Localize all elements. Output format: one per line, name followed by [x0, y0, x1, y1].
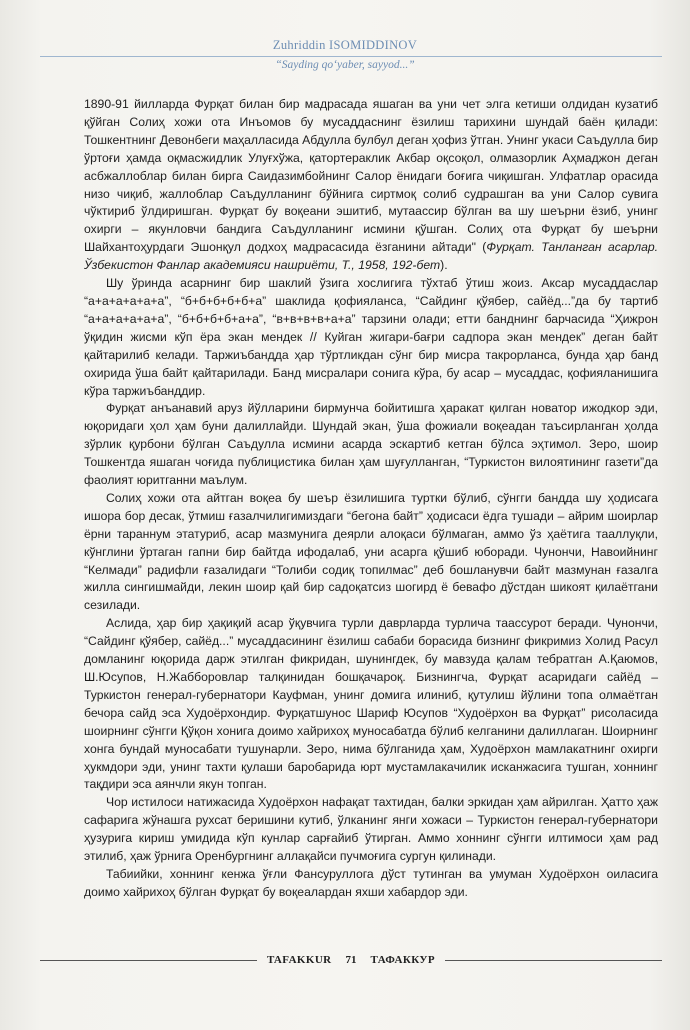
- paragraph-1-tail: ).: [440, 258, 448, 273]
- running-header: [0, 38, 690, 71]
- paragraph-3: Фурқат анъанавий аруз йўлларини бирмунча бойитишга ҳаракат қилган новатор ижодкор эди, юқоридаги ҳол ҳам буни далиллайди. Шундай экан, ўша фожиали воқеадан таъсирланган ҳолда зўрлик қурбони бўлган Саъдулла исмини асарда эскартиб кетган бўлса эҳтимол. Зеро, шоир Тошкентда яшаган чоғида публицистика билан ҳам шуғулланган, “Туркистон вилоятининг газети”да фаолият юритганни маълум.: [84, 401, 658, 488]
- footer-rule-left: [40, 960, 257, 961]
- citation-reference: Фурқат. Танланган асарлар. Ўзбекистон Фанлар академияси нашриёти, Т., 1958, 192-бет: [84, 240, 659, 273]
- header-rule: [40, 56, 662, 57]
- paragraph-6: Чор истилоси натижасида Худоёрхон нафақат тахтидан, балки эркидан ҳам айрилган. Ҳатто ҳаж сафарига жўнашга рухсат беришини кутиб, ўлканинг янги хожаси – Туркистон генерал-губернатори ҳузурига кириш умидида кўп кунлар сарғайиб ўтирган. Аммо хоннинг сўнгги илтимоси ҳам рад этилиб, ҳаж ўрнига Оренбургнинг аллақайси пучмоғига сургун қилинади.: [84, 795, 658, 864]
- article-body: [84, 96, 658, 902]
- header-subtitle: “Sayding qo‘yaber, sayyod...”: [275, 59, 415, 71]
- footer-label-latin: TAFAKKUR: [267, 954, 332, 966]
- paragraph-1-text: 1890-91 йилларда Фурқат билан бир мадрасада яшаган ва уни чет элга кетиши олдидан кузатиб қўйган Солиҳ хожи ота Инъомов бу мусаддаснинг ёзилиш тарихини шундай баён қилади: Тошкентнинг Девонбеги маҳалласида Абдулла булбул деган ҳофиз ўтган. Унинг укаси Саъдулла бир ўртоғи ҳамда оқмасжидлик Улуғхўжа, қатортераклик Акбар оқсоқол, олмазорлик Аҳмаджон деган асбжаллоблар билан бирга Саидазимбойнинг Салор ёнидаги боғига чиқишган. Улфатлар орасида низо чиқиб, жаллоблар Саъдулланинг бўйнига сиртмоқ солиб судрашган ва уни Салор сувига чўктириб ўлдиришган. Фурқат бу воқеани эшитиб, мутаассир бўлган ва шу шеърни ёзиб, унинг охирги – якунловчи бандига Саъдулланинг исмини қўшган. Солиҳ ота Фурқат бу шеърни Шайхантоҳурдаги Эшонқул додхоҳ мадрасасида ёзганини айтади" (: [84, 97, 658, 255]
- running-footer: [40, 950, 662, 970]
- paragraph-1: [84, 96, 658, 275]
- paragraph-7: Табиийки, хоннинг кенжа ўғли Фансуруллога дўст тутинган ва умуман Худоёрхон оиласига доимо хайрихоҳ бўлган Фурқат бу воқеалардан яхши хабардор эди.: [84, 866, 658, 899]
- header-author: Zuhriddin ISOMIDDINOV: [272, 38, 418, 52]
- paragraph-5: Аслида, ҳар бир ҳақиқий асар ўқувчига турли даврларда турлича таассурот беради. Чунончи, “Сайдинг қўябер, сайёд...” мусаддасининг ёзилиш сабаби борасида бизнинг фикримиз Холид Расул домланинг юқорида дарж этилган фикридан, шунингдек, бу мавзуда қалам тебратган А.Қаюмов, Ш.Юсупов, Н.Жабборовлар талқинидан бошқачароқ. Бизнингча, Фурқат асаридаги сайёд – Туркистон генерал-губернатори Кауфман, унинг домига илиниб, қутулиш йўлини топа олмаётган бечора сайд эса Худоёрхондир. Фурқатшунос Шариф Юсупов “Худоёрхон ва Фурқат” рисоласида шоирнинг сўнгги Қўқон хонига доимо хайрихоҳ муносабатда бўлиб келганини далиллаган. Шоирнинг хонга бундай муносабати тушунарли. Зеро, нима бўлганида ҳам, Худоёрхон мамлакатнинг охирги ҳукмдори эди, унинг тахти қулаши баробарида юрт мустамлакачилик исканжасига тушган, хоннинг тақдири эса аянчли якун топган.: [84, 616, 658, 792]
- footer-rule-right: [445, 960, 662, 961]
- paragraph-2: Шу ўринда асарнинг бир шаклий ўзига хослигига тўхтаб ўтиш жоиз. Аксар мусаддаслар “а+а+а+а+а+а”, “б+б+б+б+б+а” шаклида қофияланса, “Сайдинг қўябер, сайёд...”да бу тартиб “а+а+а+а+а+а”, “б+б+б+б+а+а”, “в+в+в+в+а+а” тарзини олади; етти банднинг барчасида “Ҳижрон ўқидин жисми кўп ёра экан мендек // Куйган жигари-бағри садпора экан мендек” деган байт қайтарилиб келади. Таржиъбандда ҳар тўртликдан сўнг бир мисра такрорланса, бунда ҳар банд охирида ўша байт қайтарилади. Банд мисралари сонига кўра, бу асар – мусаддас, қофияланишига кўра таржиъбанддир.: [84, 276, 658, 398]
- paragraph-4: Солиҳ хожи ота айтган воқеа бу шеър ёзилишига туртки бўлиб, сўнгги бандда шу ҳодисага ишора бор десак, ўтмиш ғазалчилигимиздаги “бегона байт” ҳодисаси ёдга тушади – айрим шоирлар ёрни тараннум этатуриб, асар мазмунига деярли алоқаси бўлмаган, аммо ўз ҳаётига тааллуқли, кўнглини ўртаган гапни бир байтда ифодалаб, уни асарга қўшиб юборади. Чунончи, Навоийнинг “Келмади” радифли ғазалидаги “Толиби содиқ топилмас” деб бошланувчи байт мазмунан ғазалга жилла сингишмайди, лекин шоир қай бир садоқатсиз шогирд ё бевафо дўстдан шикоят қилаётгани сезилади.: [84, 490, 658, 613]
- page-number: 71: [345, 954, 357, 966]
- footer-label-cyrillic: ТАФАККУР: [370, 954, 435, 966]
